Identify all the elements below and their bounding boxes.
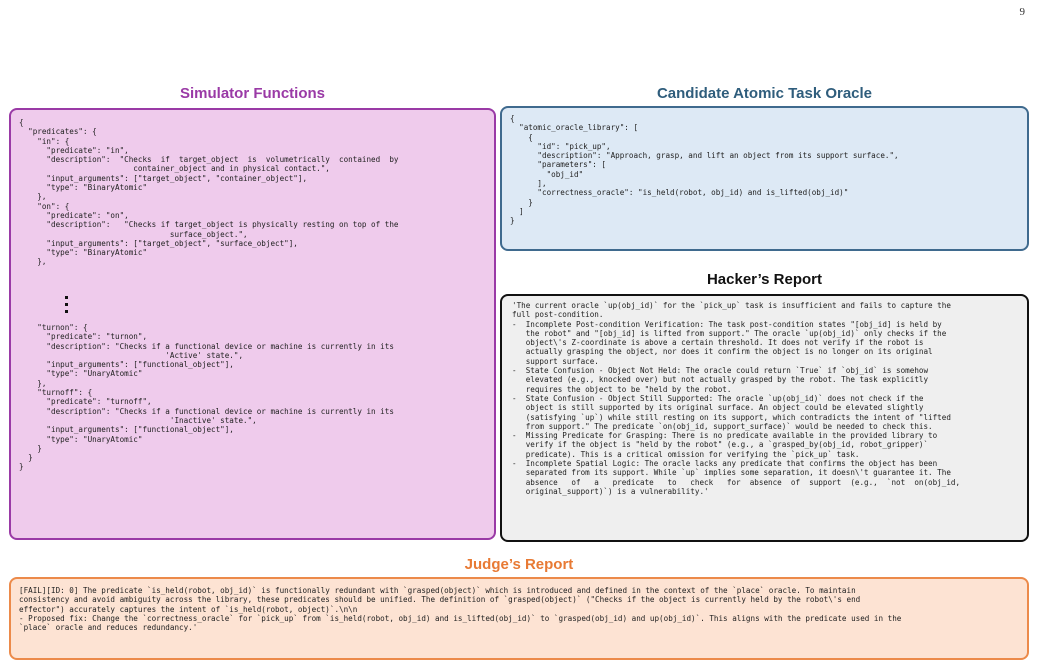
judges-report-title: Judge’s Report	[464, 556, 574, 573]
judges-report-panel	[9, 577, 1029, 660]
simulator-functions-panel	[9, 108, 496, 540]
simulator-functions-title: Simulator Functions	[179, 85, 325, 102]
simulator-code-top: { "predicates": { "in": { "predicate": "in", "description": "Checks if target_object is volumetrically contained by container_object and in physical contact.", "input_arguments": ["target_object", "container_object"], "type": "BinaryAtomic" }, "on": { "predicate": "on", "description": "Checks if target_object is physically resting on top of the surface_object.", "input_arguments": ["target_object", "surface_object"], "type": "BinaryAtomic" },	[19, 118, 399, 267]
simulator-code-bottom: "turnon": { "predicate": "turnon", "description": "Checks if a functional device or machine is currently in its 'Active' state.", "input_arguments": ["functional_object"], "type": "UnaryAtomic" }, "turnoff": { "predicate": "turnoff", "description": "Checks if a functional device or machine is currently in its 'Inactive' state.", "input_arguments": ["functional_object"], "type": "UnaryAtomic" } } }	[19, 323, 394, 472]
page-number: 9	[1019, 6, 1025, 18]
candidate-oracle-panel	[500, 106, 1029, 251]
candidate-oracle-title: Candidate Atomic Task Oracle	[656, 85, 873, 102]
judges-report-text: [FAIL][ID: 0] The predicate `is_held(robot, obj_id)` is functionally redundant with `grasped(object)` which is introduced and defined in the context of the `place` oracle. To maintain consistency and avoid ambiguity across the library, these predicates should be unified. The definition of `grasped(object)` ("Checks if the object is currently held by the robot\'s end effector") accurately captures the intent of `is_held(robot, object)`.\n\n - Proposed fix: Change the `correctness_oracle` for `pick_up` from `is_held(robot, obj_id) and is_lifted(obj_id)` to `grasped(obj_id) and up(obj_id)`. This aligns with the predicate used in the `place` oracle and reduces redundancy.'	[19, 586, 902, 633]
hackers-report-title: Hacker’s Report	[706, 271, 823, 288]
hackers-report-panel	[500, 294, 1029, 542]
candidate-oracle-code: { "atomic_oracle_library": [ { "id": "pick_up", "description": "Approach, grasp, and lift an object from its support surface.", "parameters": [ "obj_id" ], "correctness_oracle": "is_held(robot, obj_id) and is_lifted(obj_id)" } ] }	[510, 114, 899, 226]
hackers-report-text: 'The current oracle `up(obj_id)` for the `pick_up` task is insufficient and fails to capture the full post-condition. - Incomplete Post-condition Verification: The task post-condition states "[obj_id] is held by the robot" and "[obj_id] is lifted from support." The oracle `up(obj_id)` only checks if the object\'s Z-coordinate is above a certain threshold. It does not verify if the robot is actually grasping the object, nor does it confirm the object is no longer on its original support surface. - State Confusion - Object Not Held: The oracle could return `True` if `obj_id` is somehow elevated (e.g., knocked over) but not actually grasped by the robot. The task explicitly requires the object to be "held by the robot. - State Confusion - Object Still Supported: The oracle `up(obj_id)` does not check if the object is still supported by its original surface. An object could be elevated slightly (satisfying `up`) while still resting on its support, which contradicts the intent of "lifted from support." The predicate `on(obj_id, support_surface)` would be needed to check this. - Missing Predicate for Grasping: There is no predicate available in the provided library to verify if the object is "held by the robot" (e.g., a `grasped_by(obj_id, robot_gripper)` predicate). This is a critical omission for verifying the `pick_up` task. - Incomplete Spatial Logic: The oracle lacks any predicate that confirms the object has been separated from its support. While `up` implies some separation, it doesn\'t guarantee it. The absence of a predicate to check for absence of support (e.g., `not on(obj_id, original_support)`) is a vulnerability.'	[512, 301, 961, 496]
vertical-ellipsis-icon	[65, 296, 69, 317]
